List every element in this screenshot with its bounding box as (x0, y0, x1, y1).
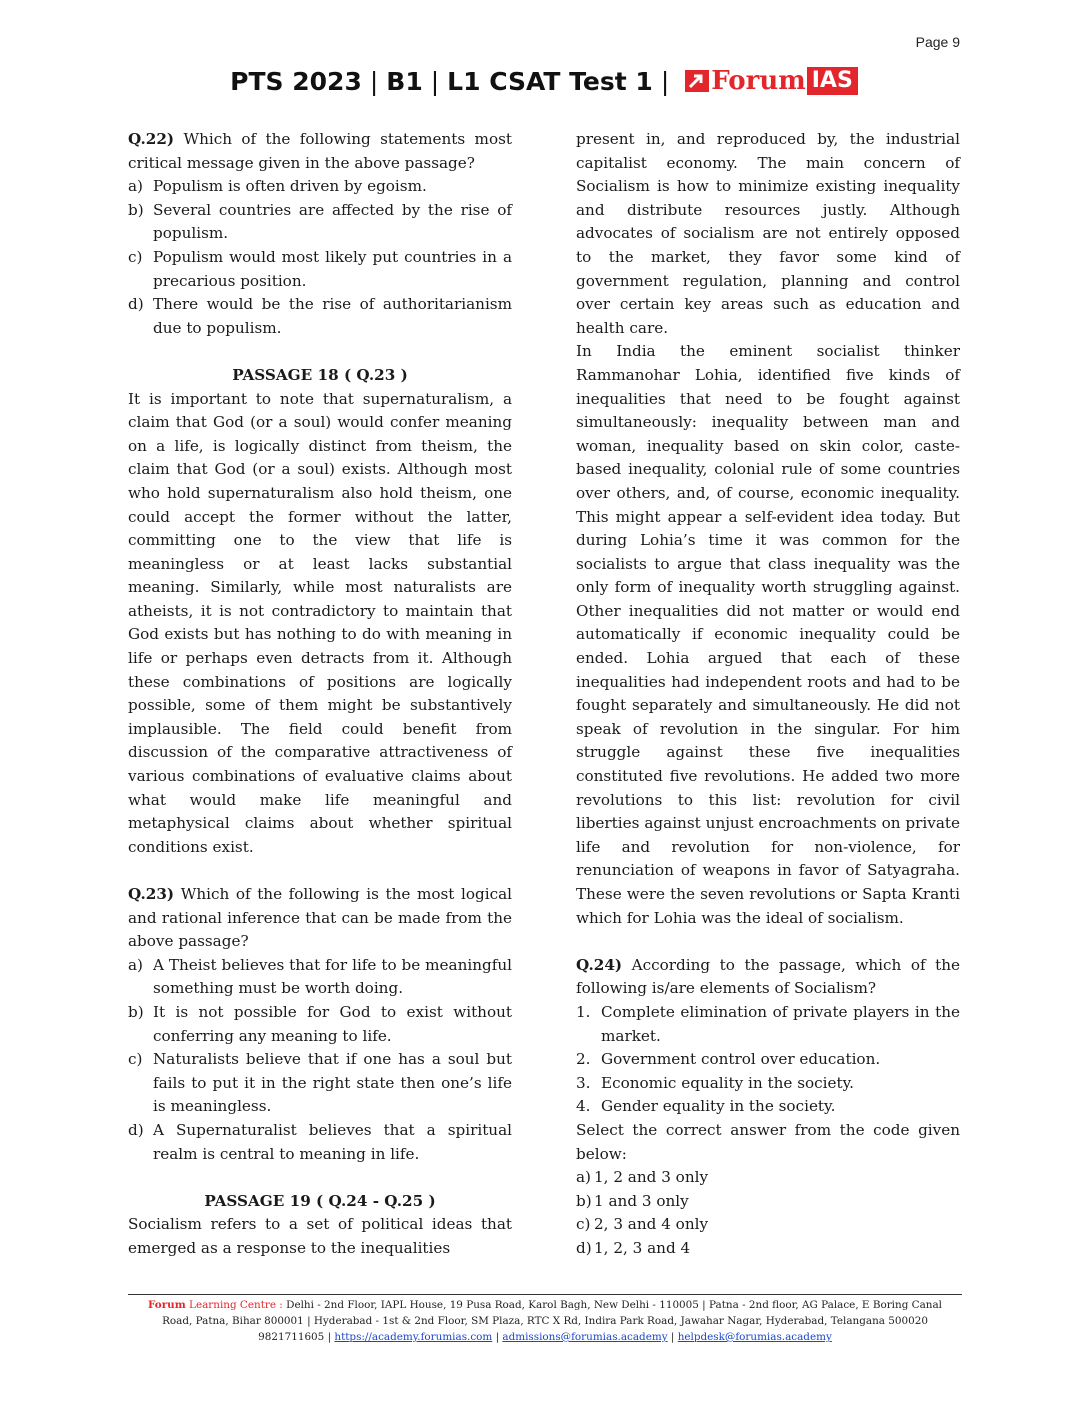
option: b) It is not possible for God to exist without conferring any meaning to life. (128, 1002, 512, 1045)
option: b) Several countries are affected by the rise of populism. (128, 200, 512, 243)
passage-19-title: PASSAGE 19 ( Q.24 - Q.25 ) (204, 1191, 436, 1210)
question-number: Q.23) (128, 885, 175, 903)
question-22-stem: Q.22) Which of the following statements most critical message given in the above passage? (128, 130, 512, 172)
right-column (576, 128, 960, 1261)
statement: 3. Economic equality in the society. (576, 1073, 854, 1092)
logo-ias-text: IAS (807, 67, 858, 95)
passage-19-text-start: Socialism refers to a set of political ideas that emerged as a response to the inequalities (128, 1215, 512, 1257)
footer-divider (128, 1294, 962, 1295)
question-number: Q.24) (576, 955, 623, 974)
answer-instruction: Select the correct answer from the code given below: (576, 1120, 960, 1163)
passage-19-paragraph-2: In India the eminent socialist thinker Rammanohar Lohia, identified five kinds of inequalities that need to be fought against simultaneously: inequality between man and woman, inequality based on skin color, caste-based inequality, colonial rule of some countries over others, and, of course, economic inequality. This might appear a self-evident idea today. But during Lohia’s time it was common for the socialists to argue that class inequality was the only form of inequality worth struggling against. Other inequalities did not matter or would end automatically if economic inequality could be ended. Lohia argued that each of these inequalities had independent roots and had to be fought separately and simultaneously. He did not speak of revolution in the singular. For him struggle against these five inequalities constituted five revolutions. He added two more revolutions to this list: revolution for civil liberties against unjust encroachments on private life and revolution for non-violence, for renunciation of weapons in favor of Satyagraha. These were the seven revolutions or Sapta Kranti which for Lohia was the ideal of socialism. (576, 342, 960, 927)
left-column (128, 128, 512, 1261)
footer-website-link[interactable]: https://academy.forumias.com (334, 1331, 493, 1343)
question-number: Q.22) (128, 130, 175, 148)
page-number: Page 9 (915, 34, 960, 50)
option: d) 1, 2, 3 and 4 (576, 1238, 691, 1257)
option: d) A Supernaturalist believes that a spiritual realm is central to meaning in life. (128, 1120, 512, 1163)
question-23-stem: Q.23) Which of the following is the most logical and rational inference that can be made from the above passage? (128, 885, 513, 951)
option: a) A Theist believes that for life to be meaningful something must be worth doing. (128, 955, 512, 998)
statement: 4. Gender equality in the society. (576, 1097, 836, 1116)
footer-admissions-email-link[interactable]: admissions@forumias.academy (502, 1331, 668, 1343)
footer-contact-line: 9821711605 | https://academy.forumias.com | admissions@forumias.academy | helpdesk@forumias.academy (258, 1331, 832, 1343)
page-footer (120, 1297, 970, 1345)
option: c) Naturalists believe that if one has a soul but fails to put it in the right state then one’s life is meaningless. (128, 1050, 512, 1116)
logo-forum-text: Forum (711, 66, 806, 96)
option: a) Populism is often driven by egoism. (128, 177, 427, 196)
statement: 2. Government control over education. (576, 1050, 881, 1069)
footer-address-line-2: Road, Patna, Bihar 800001 | Hyderabad - 1st & 2nd Floor, SM Plaza, RTC X Rd, Indira Park Road, Jawahar Nagar, Hyderabad, Telangana 500020 (162, 1315, 928, 1327)
option: c) Populism would most likely put countries in a precarious position. (128, 247, 512, 290)
question-24-stem: Q.24) According to the passage, which of the following is/are elements of Socialism? (576, 955, 960, 998)
option: c) 2, 3 and 4 only (576, 1215, 709, 1234)
forumias-logo (685, 66, 858, 96)
logo-arrow-icon (685, 70, 709, 92)
passage-18-title: PASSAGE 18 ( Q.23 ) (232, 365, 408, 384)
option: b) 1 and 3 only (576, 1191, 689, 1210)
footer-address-line-1: Forum Learning Centre : Delhi - 2nd Floor, IAPL House, 19 Pusa Road, Karol Bagh, New Delhi - 110005 | Patna - 2nd floor, AG Palace, E Boring Canal (147, 1299, 943, 1311)
header-title-name: L1 CSAT Test 1 (447, 66, 653, 96)
passage-19-text-continued: present in, and reproduced by, the industrial capitalist economy. The main concern of Socialism is how to minimize existing inequality and distribute resources justly. Although advocates of socialism are not entirely opposed to the market, they favor some kind of government regulation, planning and control over certain key areas such as education and health care. (576, 130, 960, 337)
header-title-batch: B1 (386, 66, 423, 96)
passage-18-text: It is important to note that supernaturalism, a claim that God (or a soul) would confer meaning on a life, is logically distinct from theism, the claim that God (or a soul) exists. Although most who hold supernaturalism also hold theism, one could accept the former without the latter, committing one to the view that life is meaningless or at least lacks substantial meaning. Similarly, while most naturalists are atheists, it is not contradictory to maintain that God exists but has nothing to do with meaning in life or perhaps even detracts from it. Although these combinations of positions are logically possible, some of them might be substantively implausible. The field could benefit from discussion of the comparative attractiveness of various combinations of evaluative claims about what would make life meaningful and metaphysical claims about whether spiritual conditions exist. (128, 389, 512, 856)
statement: 1. Complete elimination of private players in the market. (576, 1002, 960, 1045)
option: a) 1, 2 and 3 only (576, 1168, 709, 1187)
footer-helpdesk-email-link[interactable]: helpdesk@forumias.academy (677, 1331, 832, 1343)
footer-brand: Forum (147, 1299, 186, 1311)
footer-phone: 9821711605 (258, 1331, 325, 1343)
page-header (0, 66, 1088, 96)
header-separator: | (369, 66, 379, 96)
header-title-test: PTS 2023 (230, 66, 362, 96)
header-separator: | (660, 66, 670, 96)
header-separator: | (430, 66, 440, 96)
option: d) There would be the rise of authoritarianism due to populism. (128, 295, 512, 337)
